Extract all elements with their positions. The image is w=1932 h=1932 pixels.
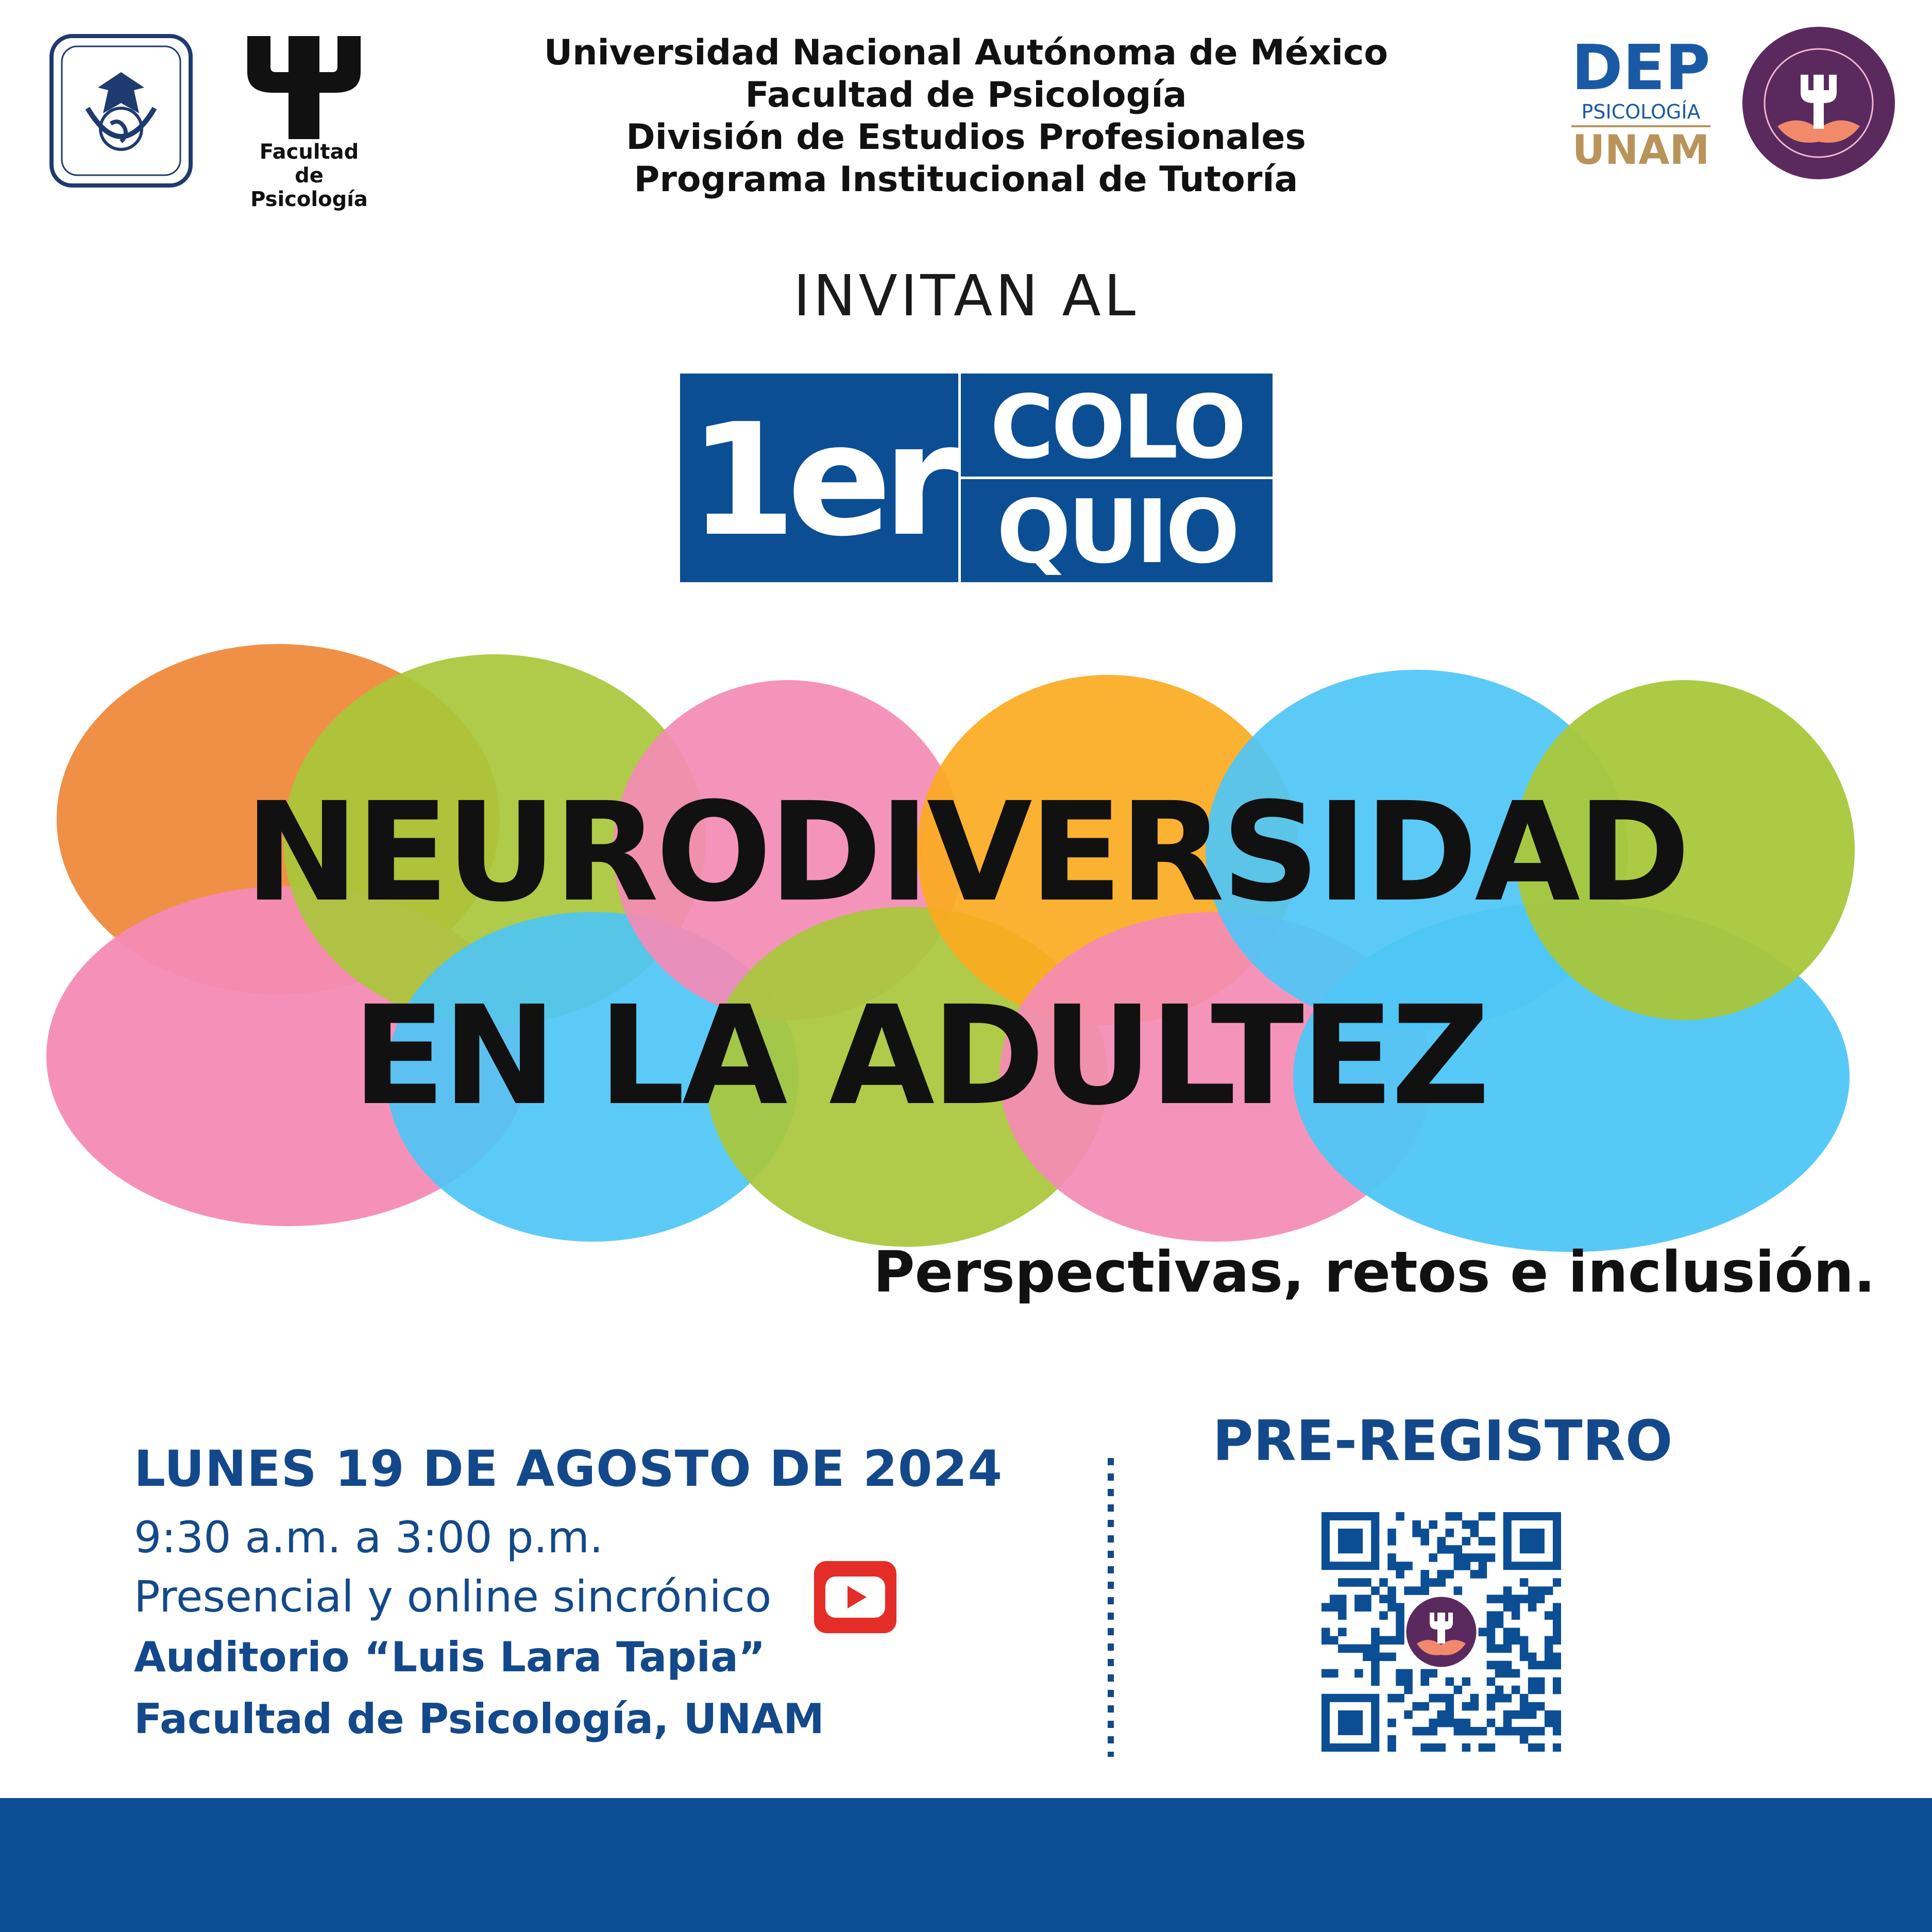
event-time: 9:30 a.m. a 3:00 p.m.	[134, 1512, 603, 1563]
dep-logo-line3: UNAM	[1572, 127, 1710, 174]
colloquium-bottom-text: QUIO	[996, 481, 1237, 583]
colloquium-bottom-box	[961, 479, 1273, 582]
colloquium-number-box	[680, 374, 958, 582]
dep-logo-line2: PSICOLOGÍA	[1571, 100, 1710, 127]
colloquium-top-text: COLO	[990, 377, 1244, 479]
fp-logo-line1: Facultad	[259, 140, 359, 164]
title-line1: NEURODIVERSIDAD	[244, 773, 1688, 932]
header-program: Programa Institucional de Tutoría	[634, 159, 1298, 200]
header-faculty: Facultad de Psicología	[745, 75, 1187, 115]
event-date: LUNES 19 DE AGOSTO DE 2024	[134, 1440, 1003, 1498]
header-division: División de Estudios Profesionales	[626, 117, 1306, 158]
event-place: Facultad de Psicología, UNAM	[134, 1695, 824, 1743]
paint-splash-background	[0, 634, 1932, 1273]
dep-logo	[1571, 32, 1710, 180]
title-line2: EN LA ADULTEZ	[352, 977, 1487, 1136]
header-university: Universidad Nacional Autónoma de México	[544, 32, 1388, 73]
tutoria-seal-logo	[1741, 26, 1896, 180]
youtube-icon[interactable]	[814, 1561, 896, 1633]
subtitle: Perspectivas, retos e inclusión.	[873, 1239, 1875, 1305]
fp-logo-line2: de Psicología	[250, 164, 368, 211]
qr-code[interactable]	[1321, 1512, 1561, 1752]
footer-bar	[0, 1798, 1932, 1932]
colloquium-top-box	[961, 374, 1273, 477]
event-mode: Presencial y online sincrónico	[134, 1571, 772, 1622]
invite-text: INVITAN AL	[793, 263, 1139, 329]
divider-line	[1108, 1458, 1114, 1757]
preregistro-label: PRE-REGISTRO	[1212, 1409, 1673, 1473]
colloquium-number: 1er	[688, 391, 950, 570]
dep-logo-line1: DEP	[1571, 32, 1710, 104]
event-venue: Auditorio “Luis Lara Tapia”	[134, 1633, 766, 1681]
